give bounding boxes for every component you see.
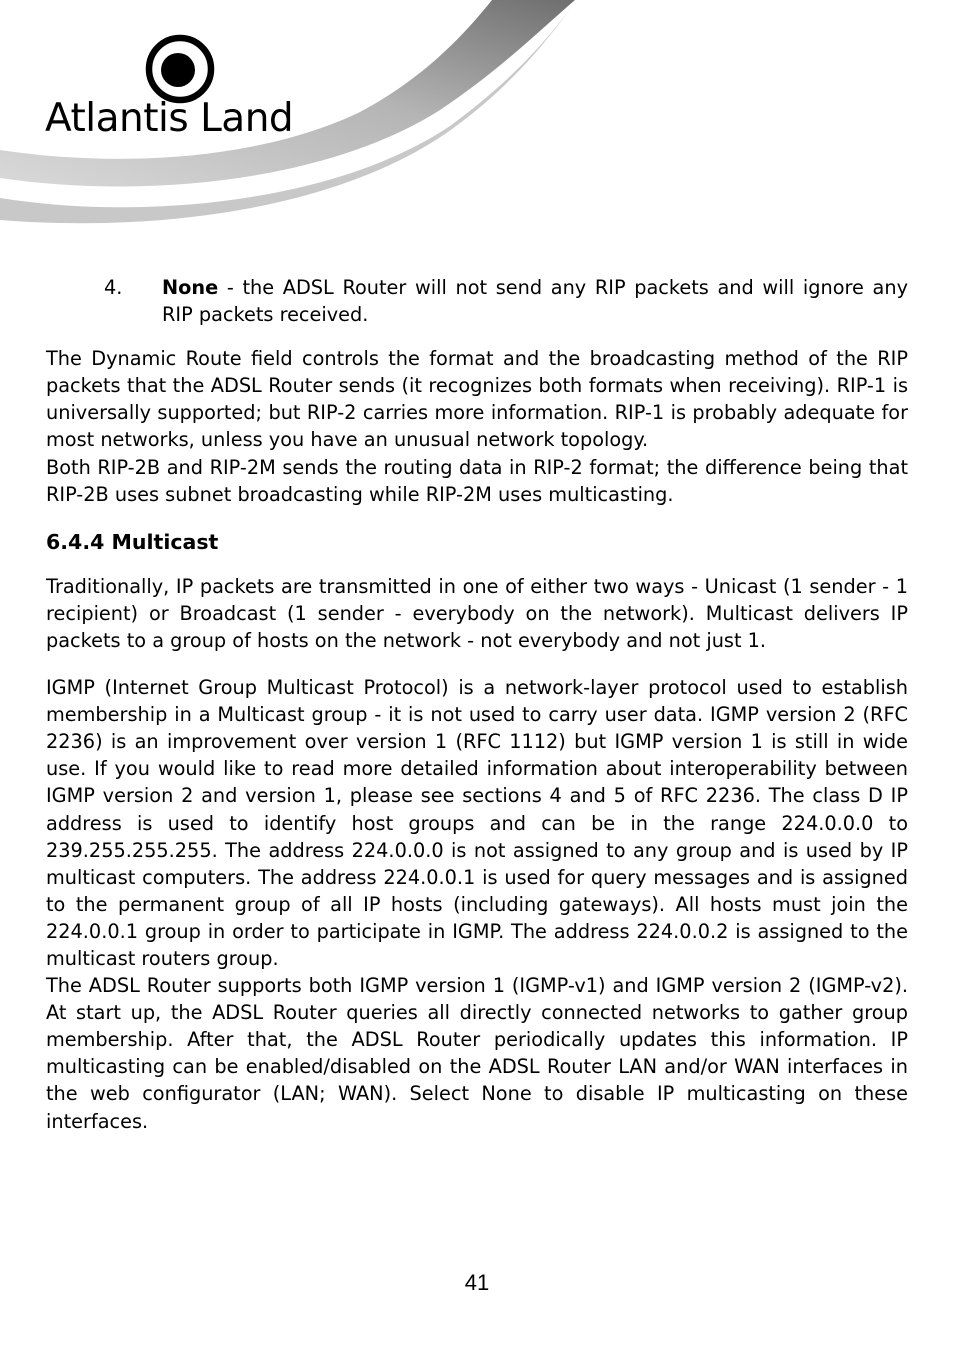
multicast-paragraph: IGMP (Internet Group Multicast Protocol) is a network-layer protocol used to establish membership in a Multicast group - it is not used to carry user data. IGMP version 2 (RFC 2236) is an improvement over version 1 (RFC 1112) but IGMP version 1 is still in wide use. If you would like to read more detailed information about interoperability between IGMP version 2 and version 1, please see sections 4 and 5 of RFC 2236. The class D IP address is used to identify host groups and can be in the range 224.0.0.0 to 239.255.255.255. The address 224.0.0.0 is not assigned to any group and is used by IP multicast computers. The address 224.0.0.1 is used for query messages and is assigned to the permanent group of all IP hosts (including gateways). All hosts must join the 224.0.0.1 group in order to participate in IGMP. The address 224.0.0.2 is assigned to the multicast routers group. <box>46 676 908 970</box>
page-header <box>0 0 954 240</box>
rip-paragraph: Both RIP-2B and RIP-2M sends the routing data in RIP-2 format; the difference being that RIP-2B uses subnet broadcasting while RIP-2M uses multicasting. <box>46 455 908 506</box>
main-content <box>46 274 908 1135</box>
page-number: 41 <box>464 1270 490 1295</box>
multicast-paragraph: Traditionally, IP packets are transmitted in one of either two ways - Unicast (1 sender - 1 recipient) or Broadcast (1 sender - everybody on the network). Multicast delivers IP packets to a group of hosts on the network - not everybody and not just 1. <box>46 574 908 652</box>
atlantis-logo-icon <box>145 34 215 104</box>
multicast-paragraph: The ADSL Router supports both IGMP version 1 (IGMP-v1) and IGMP version 2 (IGMP-v2). At start up, the ADSL Router queries all directly connected networks to gather group membership. After that, the ADSL Router periodically updates this information. IP multicasting can be enabled/disabled on the ADSL Router LAN and/or WAN interfaces in the web configurator (LAN; WAN). Select None to disable IP multicasting on these interfaces. <box>46 974 908 1133</box>
list-item-number: 4. <box>104 276 123 299</box>
rip-paragraph: The Dynamic Route field controls the format and the broadcasting method of the RIP packets that the ADSL Router sends (it recognizes both formats when receiving). RIP-1 is universally supported; but RIP-2 carries more information. RIP-1 is probably adequate for most networks, unless you have an unusual network topology. <box>46 347 908 452</box>
list-item-term: None <box>162 276 219 299</box>
brand-logo-text: Atlantis Land <box>45 96 294 141</box>
list-item-none <box>46 274 908 328</box>
list-item-text: - the ADSL Router will not send any RIP packets and will ignore any RIP packets received. <box>162 276 908 327</box>
section-heading: 6.4.4 Multicast <box>46 529 219 554</box>
